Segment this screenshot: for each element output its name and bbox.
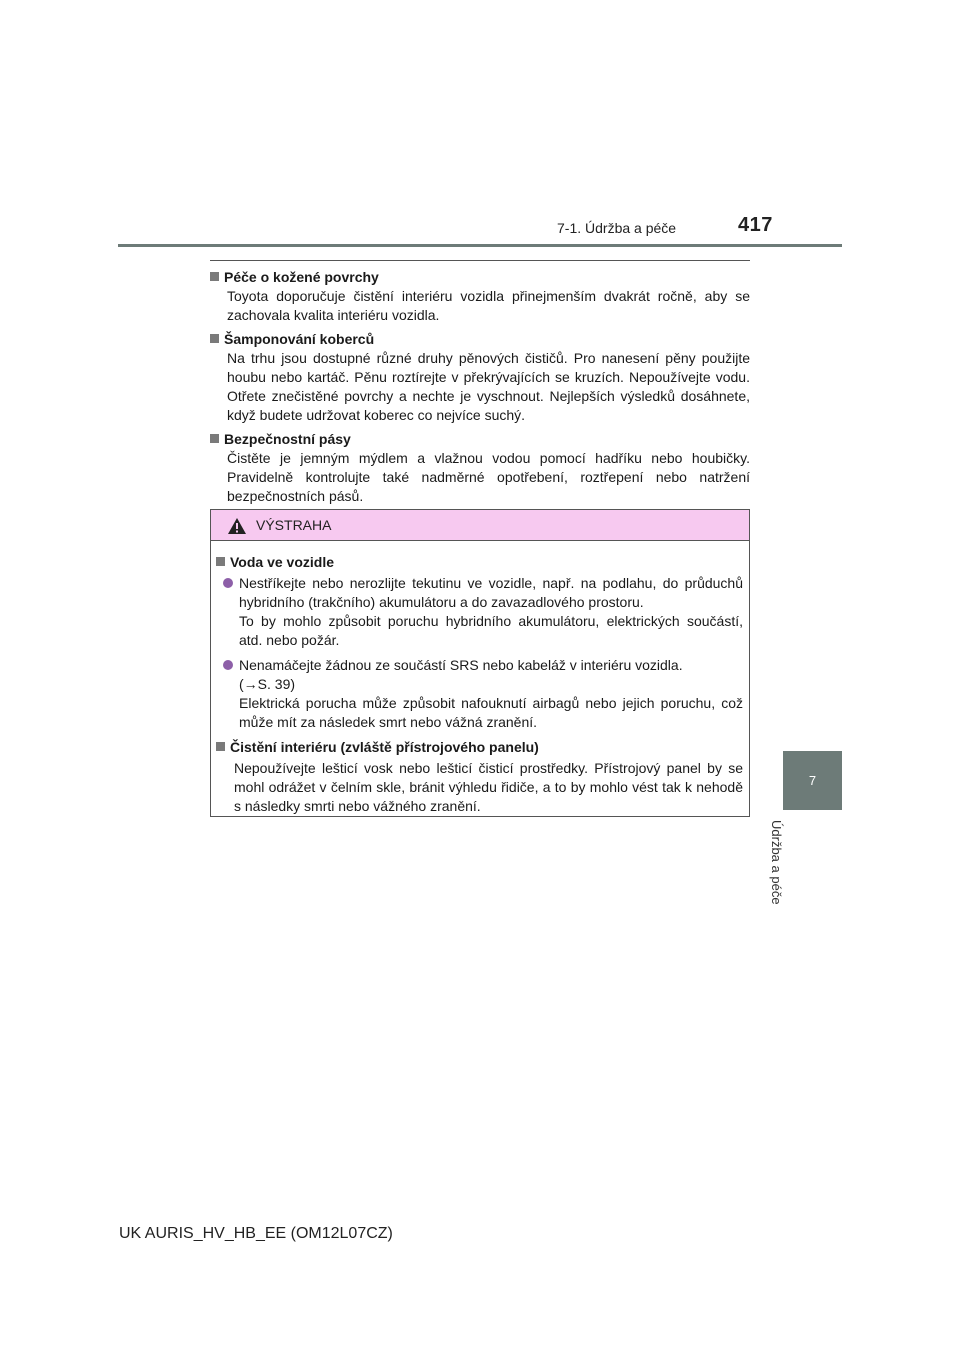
content-rule: [210, 260, 750, 261]
bullet-line: Nenamáčejte žádnou ze součástí SRS nebo kabeláž v interiéru vozidla.: [239, 657, 683, 673]
section-title-text: Péče o kožené povrchy: [224, 269, 379, 285]
square-bullet-icon: [210, 334, 219, 343]
warning-box: [210, 509, 750, 817]
warning-content: [211, 541, 749, 816]
warning-label: VÝSTRAHA: [256, 517, 332, 533]
warning-item-water: [216, 553, 743, 732]
square-bullet-icon: [210, 272, 219, 281]
warning-triangle-icon: [227, 517, 247, 535]
warning-item-title-text: Čistění interiéru (zvláště přístrojového panelu): [230, 739, 539, 755]
warning-item-body: Nepoužívejte lešticí vosk nebo lešticí čisticí prostředky. Přístrojový panel by se mohl odrážet v čelním skle, bránit výhledu řidiče, a to by mohlo vést tak k nehodě s následky smrti nebo vážného zranění.: [234, 760, 743, 814]
square-bullet-icon: [210, 434, 219, 443]
bullet-line: Nestříkejte nebo nerozlijte tekutinu ve vozidle, např. na podlahu, do průduchů hybridního (trakčního) akumulátoru a do zavazadlového prostoru.: [239, 575, 743, 610]
warning-item-title: [216, 738, 743, 757]
round-bullet-icon: [223, 578, 233, 588]
section-title: [210, 330, 750, 349]
section-title: [210, 268, 750, 287]
section-body: Toyota doporučuje čistění interiéru vozidla přinejmenším dvakrát ročně, aby se zachovala kvalita interiéru vozidla.: [227, 288, 750, 323]
warning-bullet: [216, 574, 743, 650]
section-carpet: [210, 330, 750, 425]
section-title-text: Šamponování koberců: [224, 331, 375, 347]
main-content: [210, 266, 750, 511]
chapter-tab[interactable]: 7: [783, 751, 842, 810]
round-bullet-icon: [223, 660, 233, 670]
warning-bullet-text: [239, 656, 743, 732]
section-seatbelts: [210, 430, 750, 506]
chapter-side-title-text: Údržba a péče: [769, 820, 784, 905]
page-reference-link[interactable]: (→S. 39): [239, 676, 296, 692]
square-bullet-icon: [216, 557, 225, 566]
square-bullet-icon: [216, 742, 225, 751]
section-title-text: Bezpečnostní pásy: [224, 431, 351, 447]
warning-bullet-text: [239, 574, 743, 650]
warning-header: [211, 510, 749, 541]
footer-model-code: UK AURIS_HV_HB_EE (OM12L07CZ): [119, 1225, 393, 1242]
section-title: [210, 430, 750, 449]
bullet-line: To by mohlo způsobit poruchu hybridního akumulátoru, elektrických součástí, atd. nebo požár.: [239, 613, 743, 648]
section-body: Na trhu jsou dostupné různé druhy pěnových čističů. Pro nanesení pěny použijte houbu nebo kartáč. Pěnu roztírejte v překrývajících se kruzích. Nepoužívejte vodu. Otřete znečistěné povrchy a nechte je vyschnout. Nejlepších výsledků dosáhnete, když budete udržovat koberec co nejvíce suchý.: [227, 350, 750, 423]
warning-bullet: [216, 656, 743, 732]
page-number: 417: [738, 214, 773, 236]
header-section-title: 7-1. Údržba a péče: [557, 220, 677, 236]
section-leather: [210, 268, 750, 325]
header-rule: [118, 244, 842, 247]
section-body: Čistěte je jemným mýdlem a vlažnou vodou pomocí hadříku nebo houbičky. Pravidelně kontrolujte také nadměrné opotřebení, roztřepení nebo natržení bezpečnostních pásů.: [227, 450, 750, 504]
chapter-side-title: [769, 820, 816, 920]
warning-item-interior: [216, 738, 743, 816]
warning-item-title-text: Voda ve vozidle: [230, 554, 334, 570]
warning-item-title: [216, 553, 743, 572]
bullet-line: Elektrická porucha může způsobit nafouknutí airbagů nebo jejich poruchu, což může mít za následek smrt nebo vážná zranění.: [239, 695, 743, 730]
